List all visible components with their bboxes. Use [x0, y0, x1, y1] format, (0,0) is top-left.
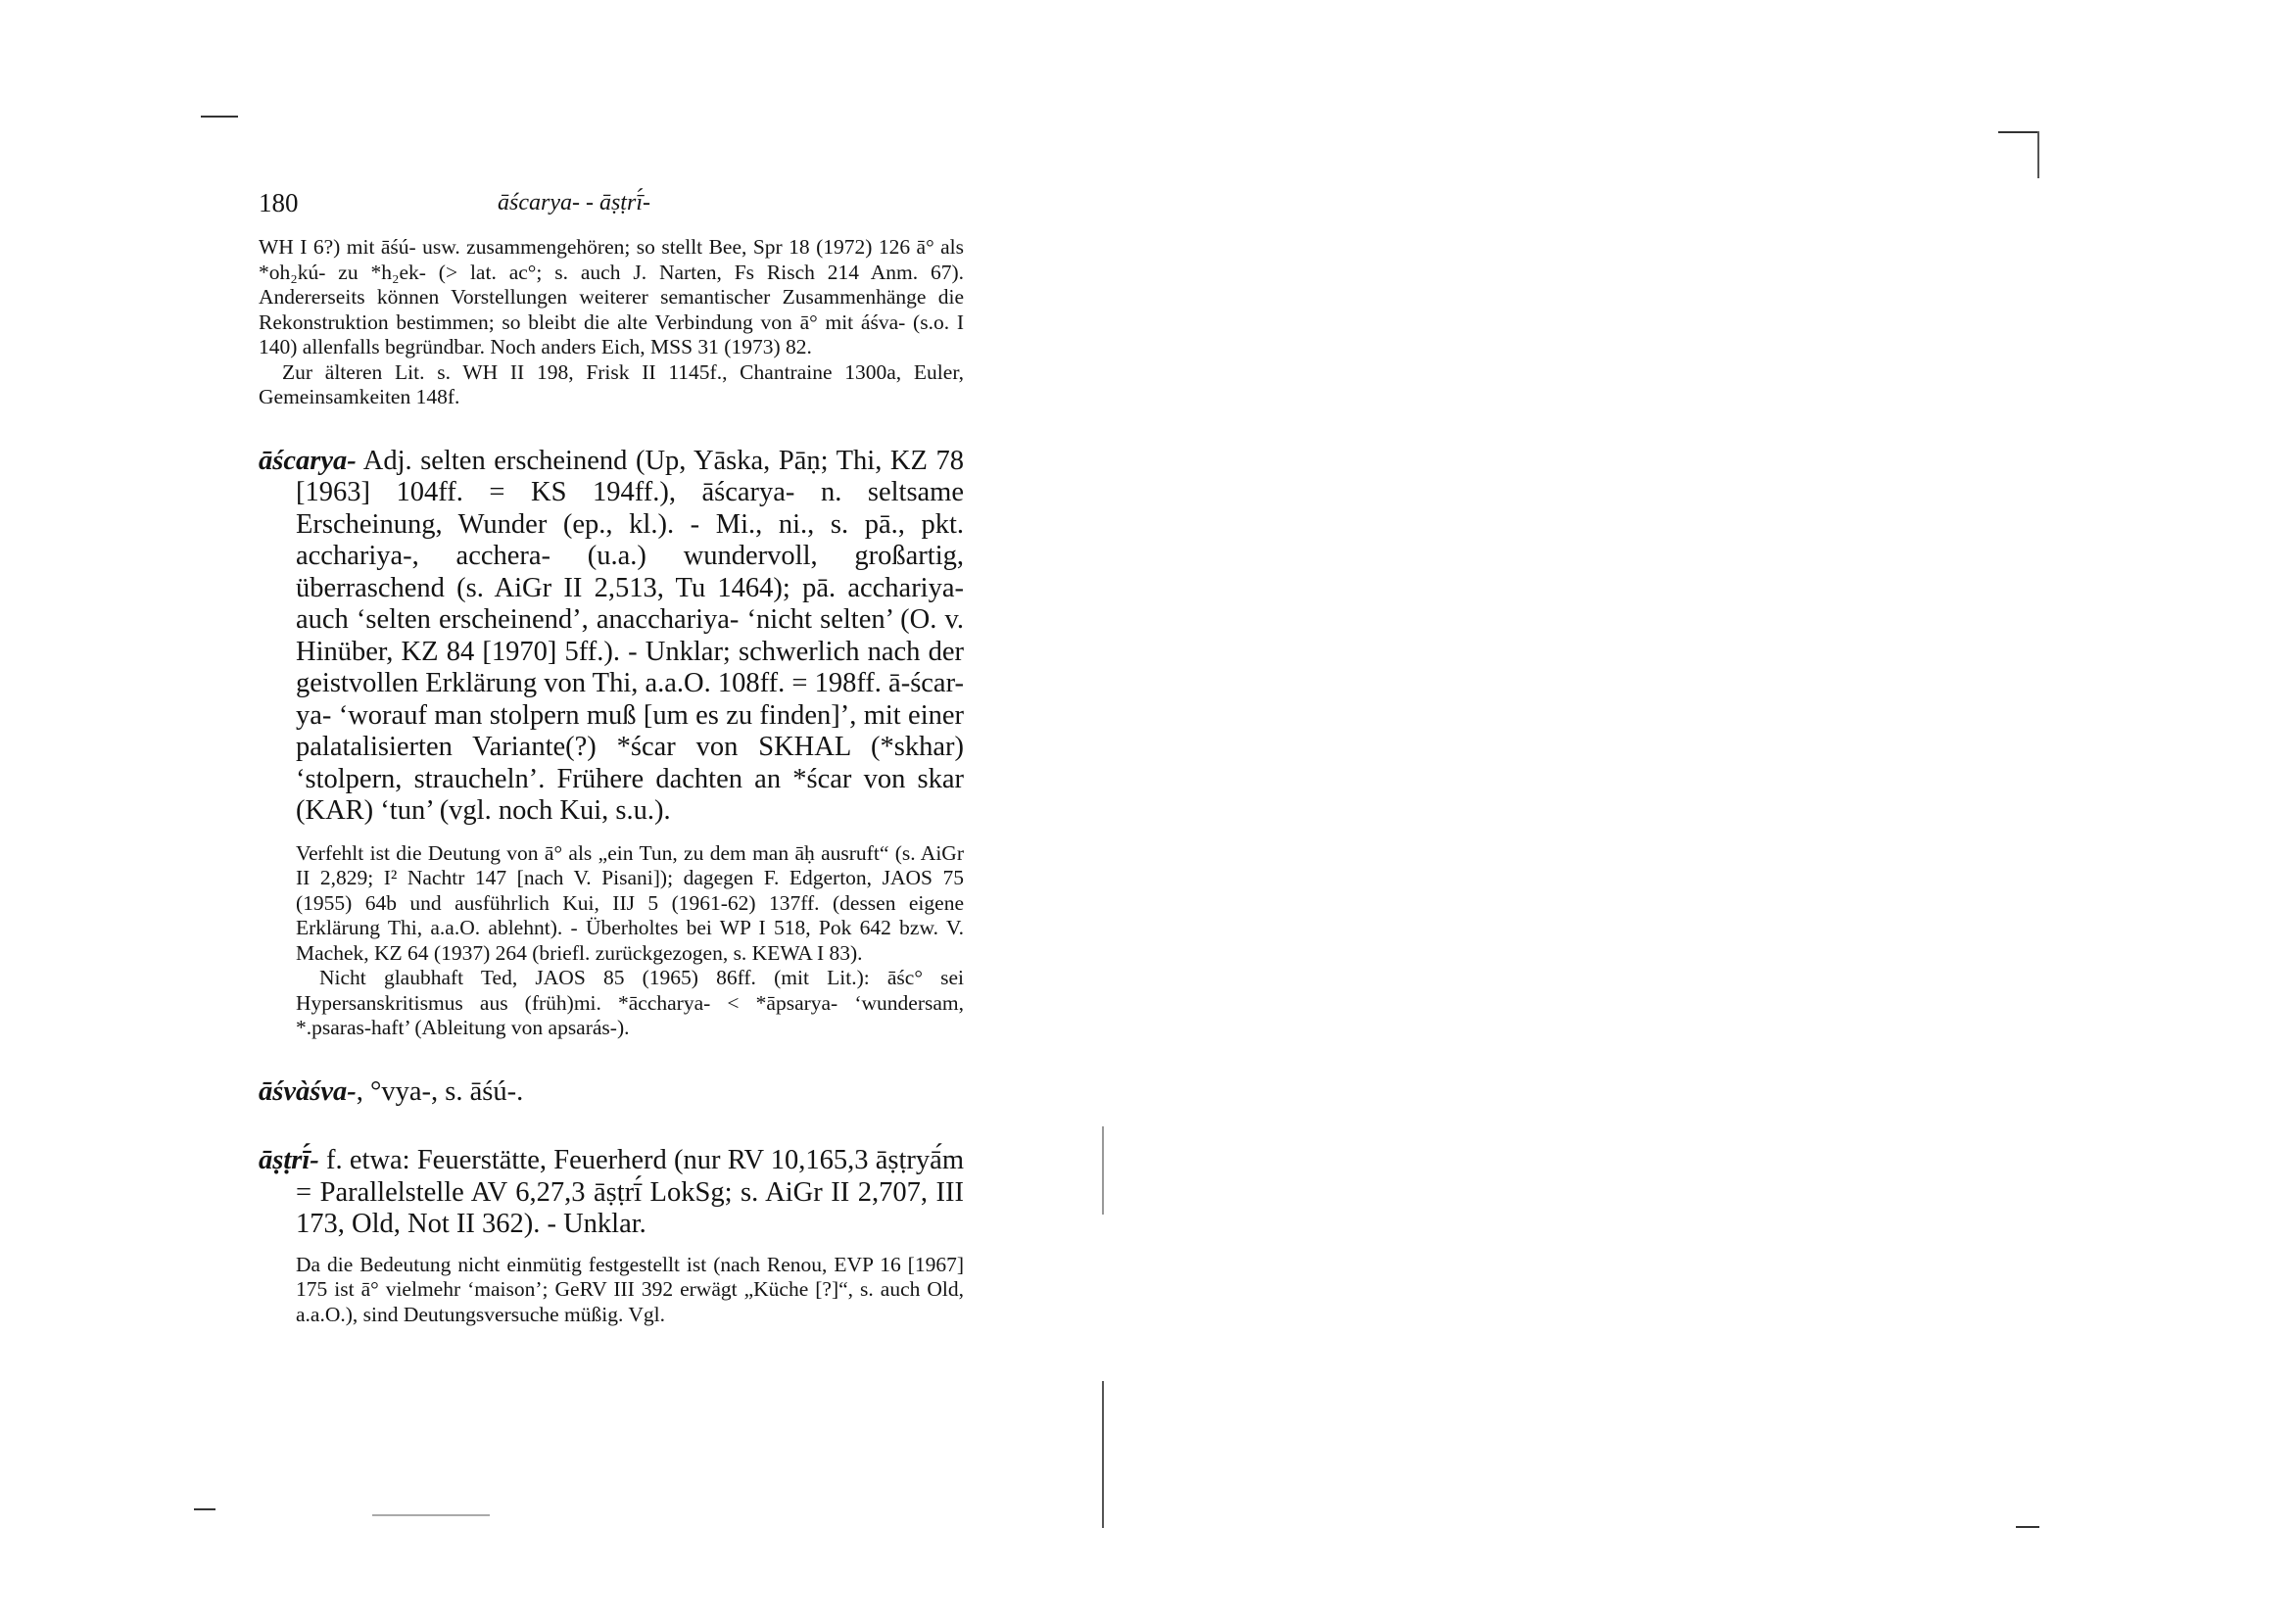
gutter-line-bottom	[1102, 1381, 1104, 1528]
astri-notes	[296, 1253, 964, 1328]
left-bottom-mark	[194, 1508, 215, 1510]
ascarya-notes	[296, 841, 964, 1041]
gutter-line-mid	[1102, 1126, 1104, 1215]
headword-ascarya: āścarya-	[259, 445, 357, 476]
entry-astri	[259, 1145, 964, 1241]
left-top-mark	[201, 116, 238, 118]
left-block-0: WH I 6?) mit āśú- usw. zusammengehören; so stellt Bee, Spr 18 (1972) 126 ā° als *oh₂kú- zu *h₂ek- (> lat. ac°; s. auch J. Narten, Fs Risch 214 Anm. 67). Andererseits können Vorstellungen weiterer semantischer Zusammenhänge die Rekonstruktion bestimmen; so bleibt die alte Verbindung von ā° mit áśva- (s.o. I 140) allenfalls begründbar. Noch anders Eich, MSS 31 (1973) 82.	[259, 235, 964, 358]
left-block-7: Da die Bedeutung nicht einmütig festgestellt ist (nach Renou, EVP 16 [1967] 175 ist ā° vielmehr ‘maison’; GeRV III 392 erwägt „Küche [?]“, s. auch Old, a.a.O.), sind Deutungsversuche müßig. Vgl.	[296, 1252, 964, 1326]
left-running-head: āścarya- - āṣṭrī́-	[498, 190, 650, 215]
right-top-corner	[2037, 131, 2039, 178]
entry-ascarya-text: Adj. selten erscheinend (Up, Yāska, Pāṇ; Thi, KZ 78 [1963] 104ff. = KS 194ff.), āścarya- n. seltsame Erscheinung, Wunder (ep., kl.). - Mi., ni., s. pā., pkt. acchariya-, acchera- (u.a.) wundervoll, großartig, überraschend (s. AiGr II 2,513, Tu 1464); pā. acchariya- auch ‘selten erscheinend’, anacchariya- ‘nicht selten’ (O. v. Hinüber, KZ 84 [1970] 5ff.). - Unklar; schwerlich nach der geistvollen Erklärung von Thi, a.a.O. 108ff. = 198ff. ā-ścar-ya- ‘worauf man stolpern muß [um es zu finden]’, mit einer palatalisierten Variante(?) *ścar von SKHAL (*skhar) ‘stolpern, straucheln’. Frühere dachten an *ścar von skar (KAR) ‘tun’ (vgl. noch Kui, s.u.).	[296, 445, 964, 826]
left-block-1: Zur älteren Lit. s. WH II 198, Frisk II 1145f., Chantraine 1300a, Euler, Gemeinsamkeiten 148f.	[259, 359, 964, 408]
right-page	[1117, 0, 2296, 1622]
entry-astri-text: f. etwa: Feuerstätte, Feuerherd (nur RV 10,165,3 āṣṭryā́m = Parallelstelle AV 6,27,3 āṣṭrī́ LokSg; s. AiGr II 2,707, III 173, Old, Not II 362). - Unklar.	[296, 1145, 964, 1239]
headword-asvasva: āśvàśva-	[259, 1075, 357, 1107]
headword-astri: āṣṭrī́-	[259, 1145, 319, 1175]
entry-ascarya	[259, 446, 964, 828]
left-block-3: Verfehlt ist die Deutung von ā° als „ein Tun, zu dem man āḥ ausruft“ (s. AiGr II 2,829; I² Nachtr 147 [nach V. Pisani]); dagegen F. Edgerton, JAOS 75 (1955) 64b und ausführlich Kui, IIJ 5 (1961-62) 137ff. (dessen eigene Erklärung Thi, a.a.O. ablehnt). - Überholtes bei WP I 518, Pok 642 bzw. V. Machek, KZ 64 (1937) 264 (briefl. zurückgezogen, s. KEWA I 83).	[296, 840, 964, 965]
left-bottom-smudge	[372, 1514, 490, 1516]
left-page	[0, 0, 1117, 1622]
left-column	[259, 235, 964, 1327]
left-page-number: 180	[259, 188, 299, 217]
entry-asvasva-text: , °vya-, s. āśú-.	[356, 1075, 524, 1107]
entry-asvasva	[259, 1076, 964, 1109]
right-bottom-mark	[2016, 1526, 2039, 1528]
right-top-mark	[1998, 131, 2039, 133]
left-block-4: Nicht glaubhaft Ted, JAOS 85 (1965) 86ff. (mit Lit.): āśc° sei Hypersanskritismus aus (früh)mi. *āccharya- < *āpsarya- ‘wundersam, *.psaras-haft’ (Ableitung von apsarás-).	[296, 966, 964, 1039]
